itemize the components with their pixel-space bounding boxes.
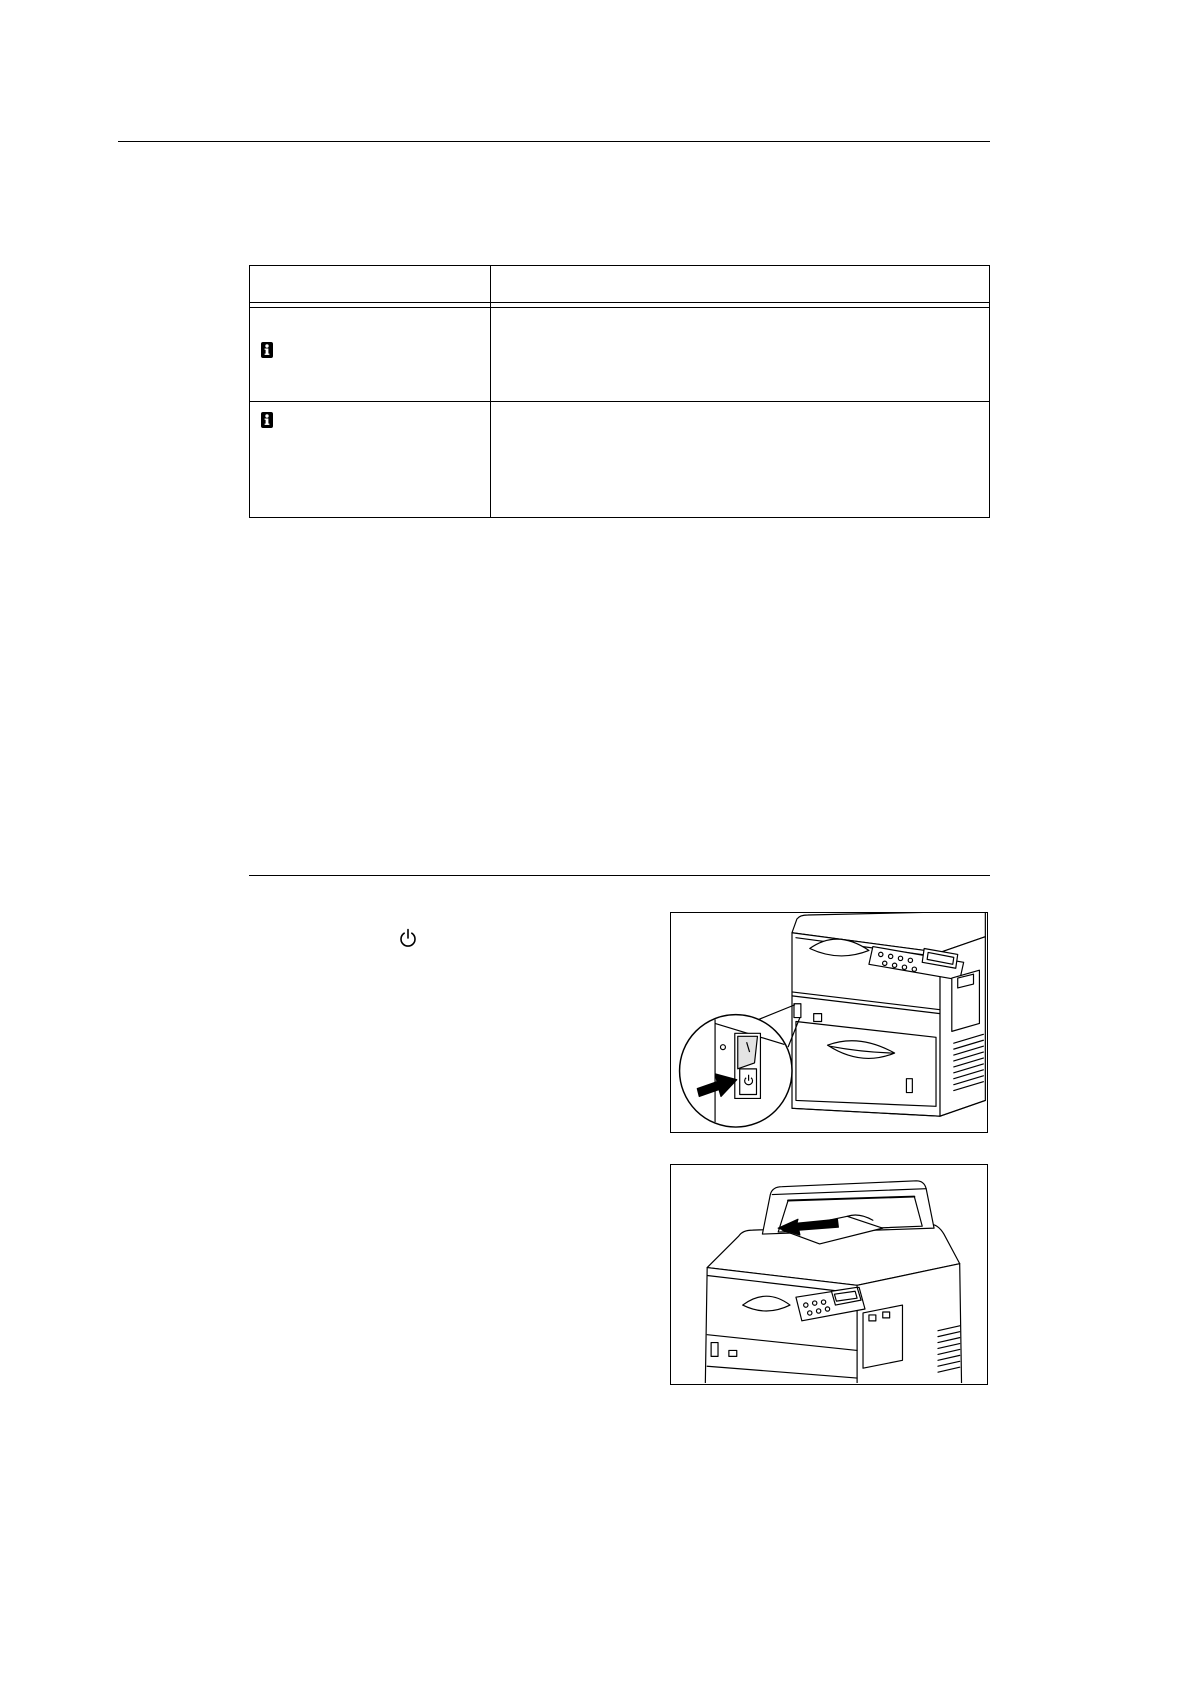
power-icon [399,927,417,949]
figure-power-switch [670,912,988,1133]
power-switch [711,1343,718,1357]
info-icon [261,342,273,358]
figure-output-tray [670,1164,988,1385]
info-icon [261,412,273,428]
section-rule [249,875,990,876]
table-header-double-rule [250,302,989,308]
table-row-divider [250,401,989,402]
side-panel [952,970,980,1031]
printer-output-tray-paper-removal-illustration [671,1165,986,1383]
power-switch [794,1004,801,1018]
table-row-1-label-cell [250,308,491,401]
printer-power-switch-illustration [671,913,986,1131]
table-header-cell-right [492,266,989,303]
table-header-cell-left [250,266,491,303]
info-table [249,265,990,518]
table-row-1-description-cell [492,308,989,401]
header-rule [118,141,990,142]
table-row-2-label-cell [250,403,491,517]
table-row-2-description-cell [492,403,989,517]
printer-front-face [705,1268,857,1383]
